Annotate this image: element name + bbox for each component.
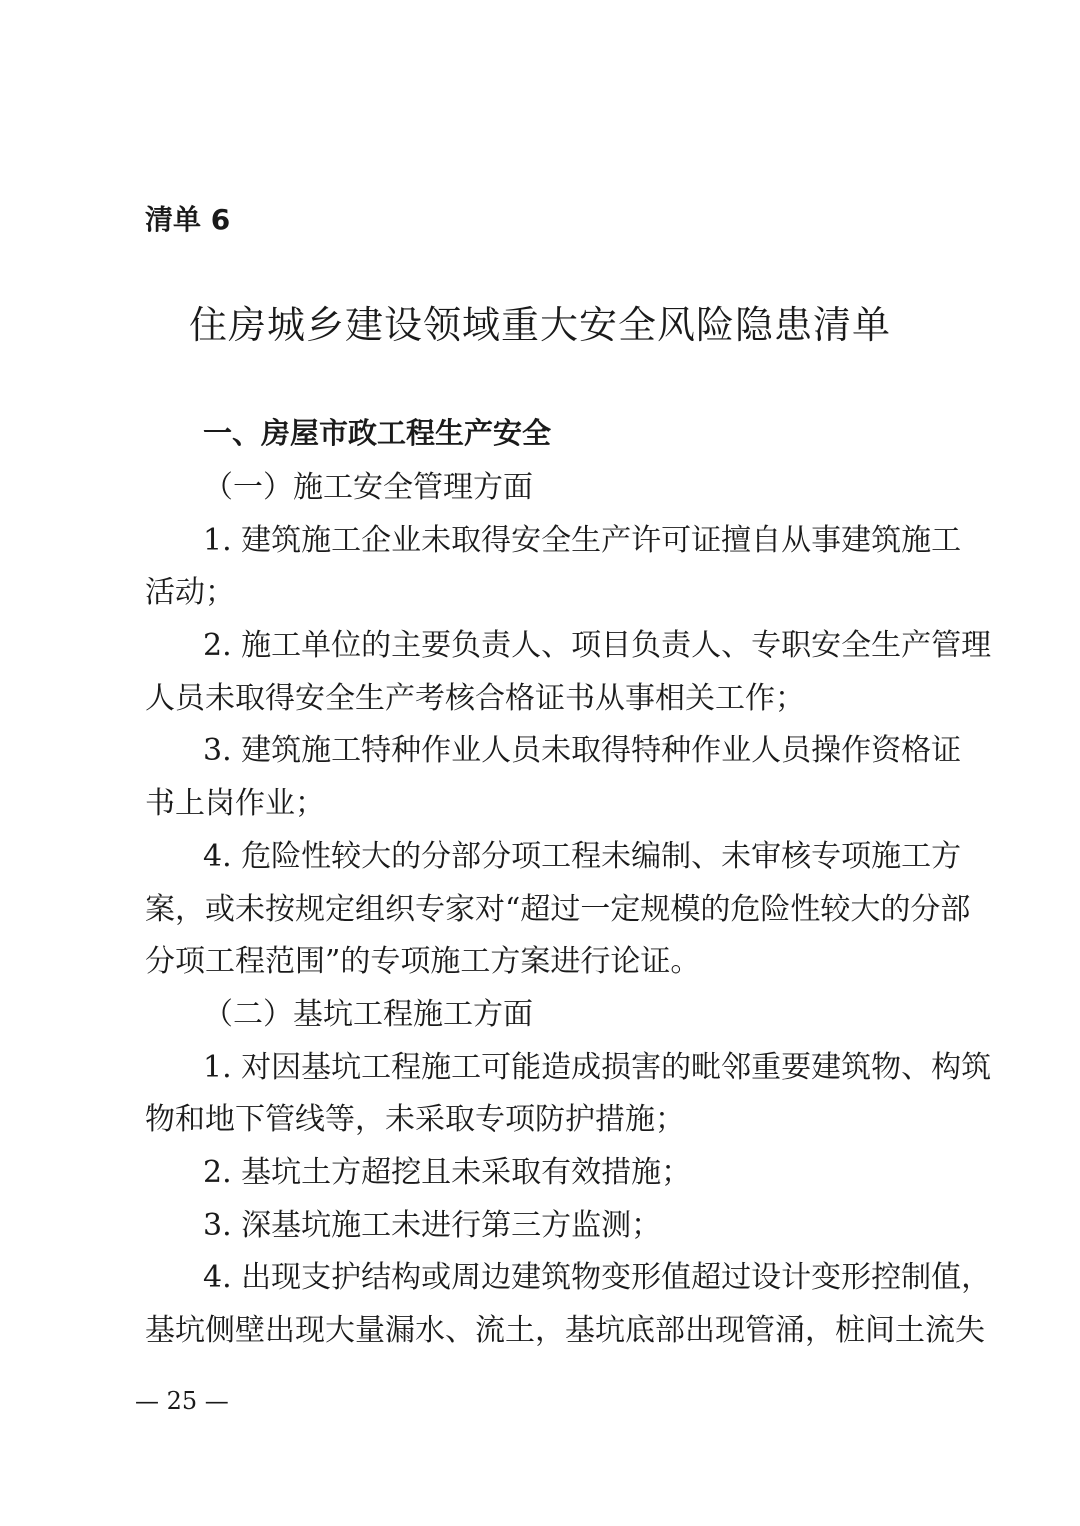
subsection-heading: （一）施工安全管理方面 <box>203 470 533 505</box>
subsection-heading: （二）基坑工程施工方面 <box>203 997 533 1032</box>
paragraph-line: 1. 建筑施工企业未取得安全生产许可证擅自从事建筑施工 <box>203 523 962 558</box>
paragraph-line: 3. 深基坑施工未进行第三方监测； <box>203 1208 662 1243</box>
paragraph-line: 物和地下管线等，未采取专项防护措施； <box>145 1102 685 1137</box>
page-number: — 25 — <box>135 1387 229 1415</box>
paragraph-line: 案，或未按规定组织专家对“超过一定规模的危险性较大的分部 <box>145 892 971 927</box>
paragraph-line: 1. 对因基坑工程施工可能造成损害的毗邻重要建筑物、构筑 <box>203 1050 992 1085</box>
paragraph-line: 4. 危险性较大的分部分项工程未编制、未审核专项施工方 <box>203 839 962 874</box>
paragraph-line: 3. 建筑施工特种作业人员未取得特种作业人员操作资格证 <box>203 733 962 768</box>
paragraph-line: 人员未取得安全生产考核合格证书从事相关工作； <box>145 681 805 716</box>
paragraph-line: 书上岗作业； <box>145 786 325 821</box>
list-label: 清单 6 <box>145 203 231 236</box>
paragraph-line: 2. 施工单位的主要负责人、项目负责人、专职安全生产管理 <box>203 628 992 663</box>
paragraph-line: 活动； <box>145 575 235 610</box>
paragraph-line: 4. 出现支护结构或周边建筑物变形值超过设计变形控制值， <box>203 1260 992 1295</box>
paragraph-line: 基坑侧壁出现大量漏水、流土，基坑底部出现管涌，桩间土流失 <box>145 1313 985 1348</box>
document-title: 住房城乡建设领域重大安全风险隐患清单 <box>188 303 891 347</box>
section-heading: 一、房屋市政工程生产安全 <box>203 416 552 450</box>
paragraph-line: 分项工程范围”的专项施工方案进行论证。 <box>145 944 701 979</box>
paragraph-line: 2. 基坑土方超挖且未采取有效措施； <box>203 1155 692 1190</box>
